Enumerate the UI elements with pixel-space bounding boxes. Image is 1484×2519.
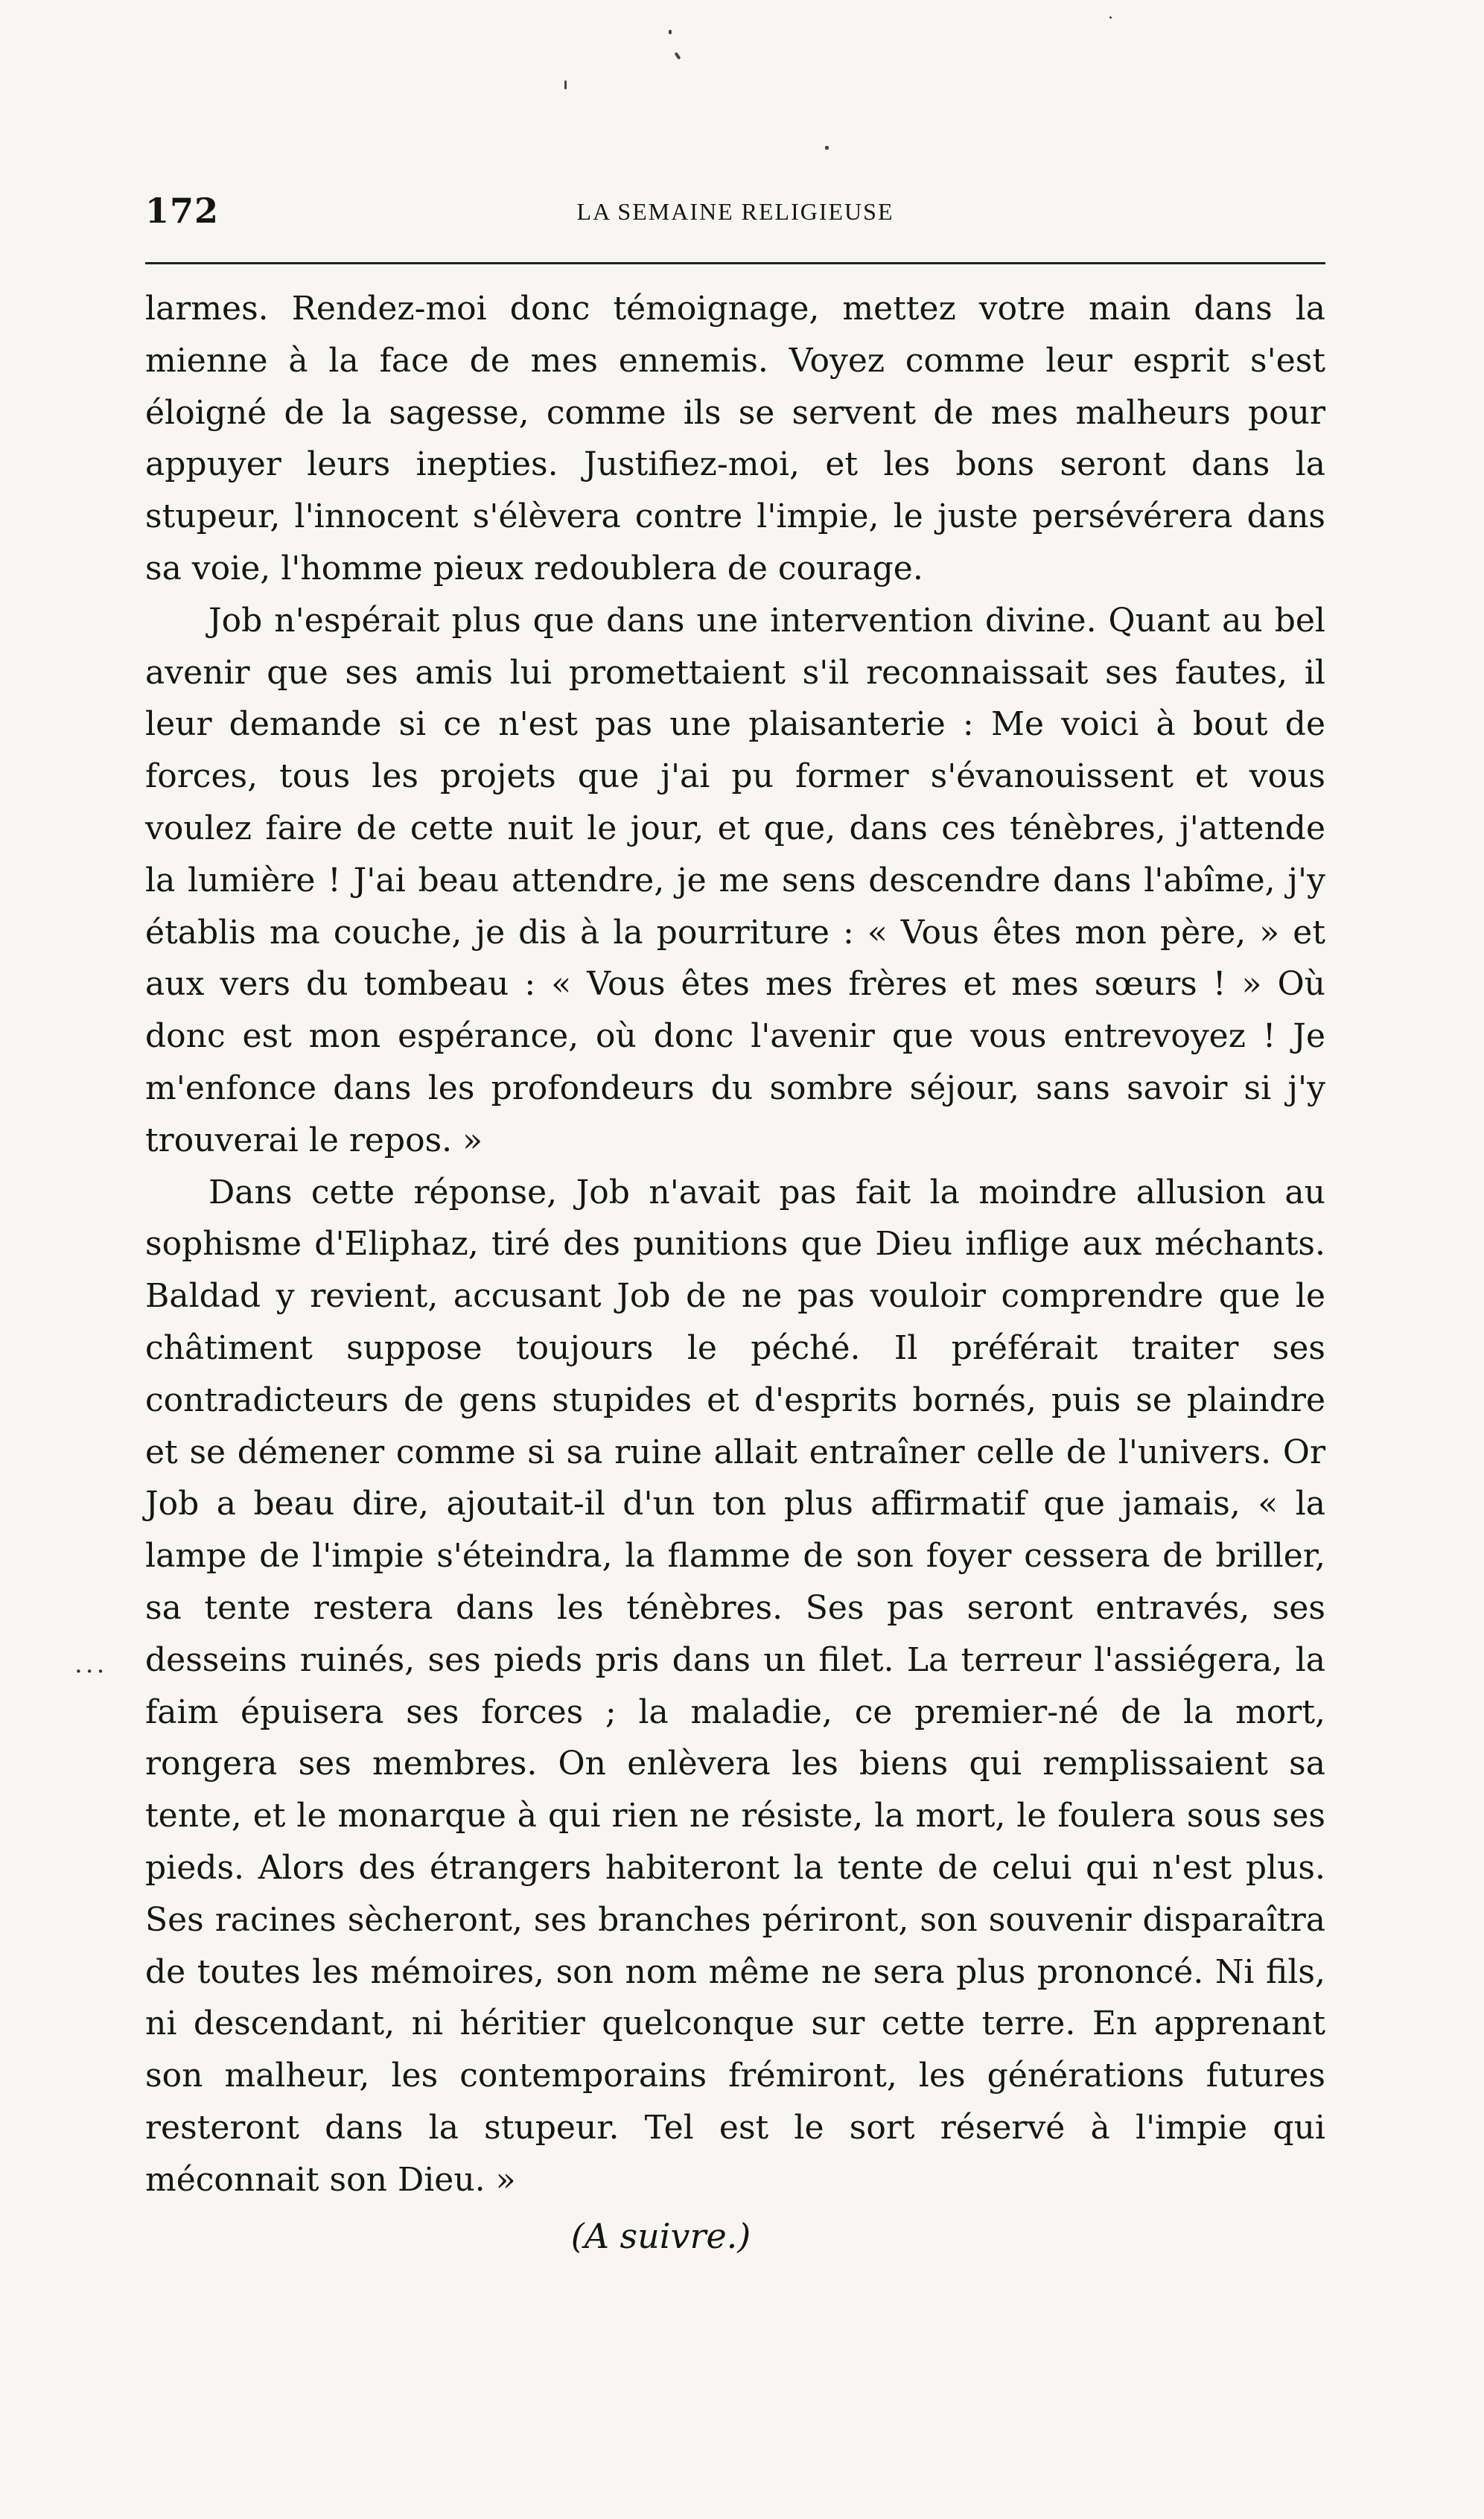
continuation-note: (A suivre.) xyxy=(570,2216,751,2256)
page-number: 172 xyxy=(145,191,220,231)
page-header xyxy=(145,191,1325,238)
print-speck xyxy=(825,146,829,150)
running-title: LA SEMAINE RELIGIEUSE xyxy=(576,198,894,225)
margin-mark: ... xyxy=(74,1649,108,1679)
print-speck xyxy=(1109,16,1112,19)
paragraph-3: Dans cette réponse, Job n'avait pas fait la moindre allusion au sophisme d'Eliphaz, tiré des punitions que Dieu inflige aux méchants. Baldad y revient, accusant Job de ne pas vouloir comprendre que le châtiment suppose toujours le péché. Il préférait traiter ses contradicteurs de gens stupides et d'esprits bornés, puis se plaindre et se démener comme si sa ruine allait entraîner celle de l'univers. Or Job a beau dire, ajoutait-il d'un ton plus affirmatif que jamais, « la lampe de l'impie s'éteindra, la flamme de son foyer cessera de briller, sa tente restera dans les ténèbres. Ses pas seront entravés, ses desseins ruinés, ses pieds pris dans un filet. La terreur l'assiégera, la faim épuisera ses forces ; la maladie, ce premier-né de la mort, rongera ses membres. On enlèvera les biens qui remplissaient sa tente, et le monarque à qui rien ne résiste, la mort, le foulera sous ses pieds. Alors des étrangers habiteront la tente de celui qui n'est plus. Ses racines sècheront, ses branches périront, son souvenir disparaîtra de toutes les mémoires, son nom même ne sera plus prononcé. Ni fils, ni descendant, ni héritier quelconque sur cette terre. En apprenant son malheur, les contemporains frémiront, les générations futures resteront dans la stupeur. Tel est le sort réservé à l'impie qui méconnait son Dieu. » xyxy=(145,1173,1325,2199)
body-text xyxy=(145,283,1325,2206)
paragraph-2: Job n'espérait plus que dans une intervention divine. Quant au bel avenir que ses amis lui promettaient s'il reconnaissait ses fautes, il leur demande si ce n'est pas une plaisanterie : Me voici à bout de forces, tous les projets que j'ai pu former s'évanouissent et vous voulez faire de cette nuit le jour, et que, dans ces ténèbres, j'attende la lumière ! J'ai beau attendre, je me sens descendre dans l'abîme, j'y établis ma couche, je dis à la pourriture : « Vous êtes mon père, » et aux vers du tombeau : « Vous êtes mes frères et mes sœurs ! » Où donc est mon espérance, où donc l'avenir que vous entrevoyez ! Je m'enfonce dans les profondeurs du sombre séjour, sans savoir si j'y trouverai le repos. » xyxy=(145,601,1325,1159)
print-speck xyxy=(669,30,672,34)
print-speck xyxy=(564,80,567,89)
print-speck xyxy=(674,52,681,60)
header-rule xyxy=(145,262,1325,264)
paragraph-1: larmes. Rendez-moi donc témoignage, mettez votre main dans la mienne à la face de mes ennemis. Voyez comme leur esprit s'est éloigné de la sagesse, comme ils se servent de mes malheurs pour appuyer leurs inepties. Justifiez-moi, et les bons seront dans la stupeur, l'innocent s'élèvera contre l'impie, le juste persévérera dans sa voie, l'homme pieux redoublera de courage. xyxy=(145,290,1325,587)
